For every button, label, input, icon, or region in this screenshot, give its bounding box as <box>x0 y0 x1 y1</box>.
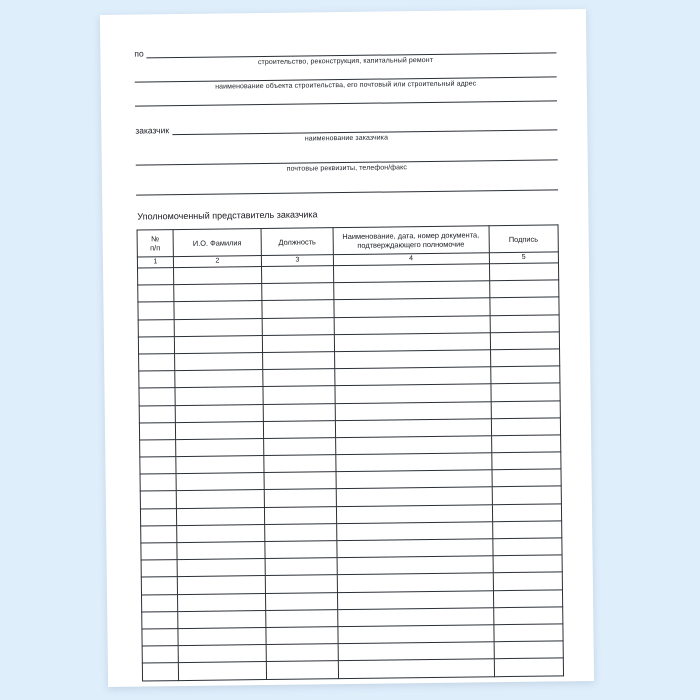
table-cell[interactable] <box>333 264 489 283</box>
table-cell[interactable] <box>338 642 494 661</box>
table-cell[interactable] <box>140 474 176 492</box>
table-cell[interactable] <box>492 504 562 522</box>
table-cell[interactable] <box>177 559 266 577</box>
table-cell[interactable] <box>138 268 174 286</box>
table-cell[interactable] <box>490 383 560 401</box>
table-cell[interactable] <box>335 436 491 455</box>
table-cell[interactable] <box>263 352 335 370</box>
field-row-postal-cont <box>136 180 558 195</box>
table-header-document-line1: Наименование, дата, номер документа, <box>342 230 480 242</box>
table-cell[interactable] <box>173 284 262 302</box>
table-cell[interactable] <box>264 472 336 490</box>
table-cell[interactable] <box>266 592 338 610</box>
table-cell[interactable] <box>338 659 494 678</box>
table-cell[interactable] <box>333 281 489 300</box>
table-cell[interactable] <box>263 369 335 387</box>
table-cell[interactable] <box>489 263 559 281</box>
table-cell[interactable] <box>174 335 263 353</box>
table-cell[interactable] <box>493 555 563 573</box>
table-cell[interactable] <box>263 334 335 352</box>
table-cell[interactable] <box>138 285 174 303</box>
table-cell[interactable] <box>489 297 559 315</box>
table-cell[interactable] <box>139 388 175 406</box>
table-cell[interactable] <box>335 384 491 403</box>
table-cell[interactable] <box>178 627 267 645</box>
table-cell[interactable] <box>139 354 175 372</box>
table-cell[interactable] <box>263 403 335 421</box>
table-cell[interactable] <box>175 421 264 439</box>
table-cell[interactable] <box>177 610 266 628</box>
table-cell[interactable] <box>141 577 177 595</box>
table-header-number-line1: № <box>151 234 160 244</box>
table-header-number-line2: п/п <box>150 243 161 253</box>
table-cell[interactable] <box>491 418 561 436</box>
table-cell[interactable] <box>493 589 563 607</box>
table-cell[interactable] <box>262 266 334 284</box>
field-caption-customer: наименование заказчика <box>304 134 389 143</box>
table-cell[interactable] <box>141 560 177 578</box>
table-cell[interactable] <box>176 524 265 542</box>
column-number-4: 4 <box>333 253 489 266</box>
table-cell[interactable] <box>175 370 264 388</box>
table-cell[interactable] <box>176 507 265 525</box>
table-cell[interactable] <box>334 350 490 369</box>
table-cell[interactable] <box>139 405 175 423</box>
table-cell[interactable] <box>337 607 493 626</box>
column-number-2: 2 <box>173 256 262 268</box>
table-cell[interactable] <box>141 543 177 561</box>
column-number-5: 5 <box>489 252 559 264</box>
table-cell[interactable] <box>336 504 492 523</box>
table-cell[interactable] <box>265 541 337 559</box>
table-cell[interactable] <box>490 349 560 367</box>
table-cell[interactable] <box>264 438 336 456</box>
table-cell[interactable] <box>141 525 177 543</box>
table-body <box>138 263 564 681</box>
table-cell[interactable] <box>493 572 563 590</box>
table-cell[interactable] <box>138 319 174 337</box>
table-cell[interactable] <box>336 453 492 472</box>
table-cell[interactable] <box>265 506 337 524</box>
table-cell[interactable] <box>140 439 176 457</box>
table-cell[interactable] <box>175 438 264 456</box>
table-cell[interactable] <box>173 267 262 285</box>
field-caption-po: строительство, реконструкция, капитальный ремонт <box>257 56 434 67</box>
table-cell[interactable] <box>337 590 493 609</box>
table-cell[interactable] <box>336 487 492 506</box>
table-cell[interactable] <box>140 508 176 526</box>
section-title: Уполномоченный представитель заказчика <box>137 209 318 222</box>
table-cell[interactable] <box>337 573 493 592</box>
table-cell[interactable] <box>177 593 266 611</box>
table-cell[interactable] <box>177 576 266 594</box>
table-cell[interactable] <box>492 469 562 487</box>
table-cell[interactable] <box>174 318 263 336</box>
table-cell[interactable] <box>334 315 490 334</box>
table-cell[interactable] <box>138 336 174 354</box>
field-label-customer: заказчик <box>135 125 170 136</box>
table-cell[interactable] <box>175 387 264 405</box>
table-cell[interactable] <box>174 301 263 319</box>
table-cell[interactable] <box>493 624 563 642</box>
table-cell[interactable] <box>139 371 175 389</box>
table-cell[interactable] <box>178 645 267 663</box>
table-cell[interactable] <box>336 522 492 541</box>
table-cell[interactable] <box>142 611 178 629</box>
document-content <box>134 43 564 681</box>
table-cell[interactable] <box>140 491 176 509</box>
column-number-1: 1 <box>137 257 173 268</box>
table-cell[interactable] <box>141 594 177 612</box>
table-header-document <box>333 226 489 255</box>
table-cell[interactable] <box>264 455 336 473</box>
field-label-po: по <box>134 48 144 59</box>
table-header-position: Должность <box>261 228 333 256</box>
table-header-document-line2: подтверждающего полномочие <box>357 239 465 250</box>
table-cell[interactable] <box>176 473 265 491</box>
table-cell[interactable] <box>265 558 337 576</box>
table-cell[interactable] <box>262 317 334 335</box>
table-cell[interactable] <box>176 490 265 508</box>
table-cell[interactable] <box>334 333 490 352</box>
table-cell[interactable] <box>142 629 178 647</box>
table-cell[interactable] <box>142 663 178 681</box>
field-rule-postal-cont[interactable] <box>136 180 558 195</box>
table-cell[interactable] <box>264 489 336 507</box>
table-cell[interactable] <box>266 627 338 645</box>
table-cell[interactable] <box>266 644 338 662</box>
table-cell[interactable] <box>262 300 334 318</box>
table-cell[interactable] <box>489 280 559 298</box>
table-cell[interactable] <box>490 332 560 350</box>
field-caption-postal: почтовые реквизиты, телефон/факс <box>286 164 407 173</box>
table-cell[interactable] <box>178 662 267 680</box>
table-cell[interactable] <box>491 452 561 470</box>
table-cell[interactable] <box>266 609 338 627</box>
table-header-number <box>137 230 173 257</box>
field-caption-object: наименование объекта строительства, его почтовый или строительный адрес <box>215 80 477 91</box>
table-cell[interactable] <box>490 314 560 332</box>
table-cell[interactable] <box>262 283 334 301</box>
document-sheet <box>100 9 594 687</box>
table-cell[interactable] <box>139 422 175 440</box>
table-cell[interactable] <box>490 366 560 384</box>
table-cell[interactable] <box>264 420 336 438</box>
table-cell[interactable] <box>175 404 264 422</box>
table-cell[interactable] <box>267 661 339 679</box>
table-cell[interactable] <box>265 575 337 593</box>
column-number-3: 3 <box>262 255 334 267</box>
table-cell[interactable] <box>492 521 562 539</box>
table-cell[interactable] <box>336 470 492 489</box>
table-cell[interactable] <box>491 435 561 453</box>
table-cell[interactable] <box>142 646 178 664</box>
table-cell[interactable] <box>493 607 563 625</box>
table-cell[interactable] <box>176 456 265 474</box>
table-header-signature: Подпись <box>489 225 559 253</box>
table-cell[interactable] <box>177 542 266 560</box>
table-cell[interactable] <box>491 400 561 418</box>
table-cell[interactable] <box>492 486 562 504</box>
table-cell[interactable] <box>174 352 263 370</box>
table-cell[interactable] <box>338 625 494 644</box>
table-cell[interactable] <box>494 641 564 659</box>
table-cell[interactable] <box>334 298 490 317</box>
table-header-name: И.О. Фамилия <box>173 229 262 257</box>
table-cell[interactable] <box>494 658 564 676</box>
table-cell[interactable] <box>335 401 491 420</box>
table-cell[interactable] <box>140 457 176 475</box>
table-cell[interactable] <box>337 556 493 575</box>
table-cell[interactable] <box>265 523 337 541</box>
table-cell[interactable] <box>335 367 491 386</box>
table-cell[interactable] <box>335 418 491 437</box>
representatives-table <box>137 224 564 681</box>
table-cell[interactable] <box>492 538 562 556</box>
table-cell[interactable] <box>337 539 493 558</box>
table-head <box>137 225 558 268</box>
table-cell[interactable] <box>263 386 335 404</box>
table-cell[interactable] <box>138 302 174 320</box>
